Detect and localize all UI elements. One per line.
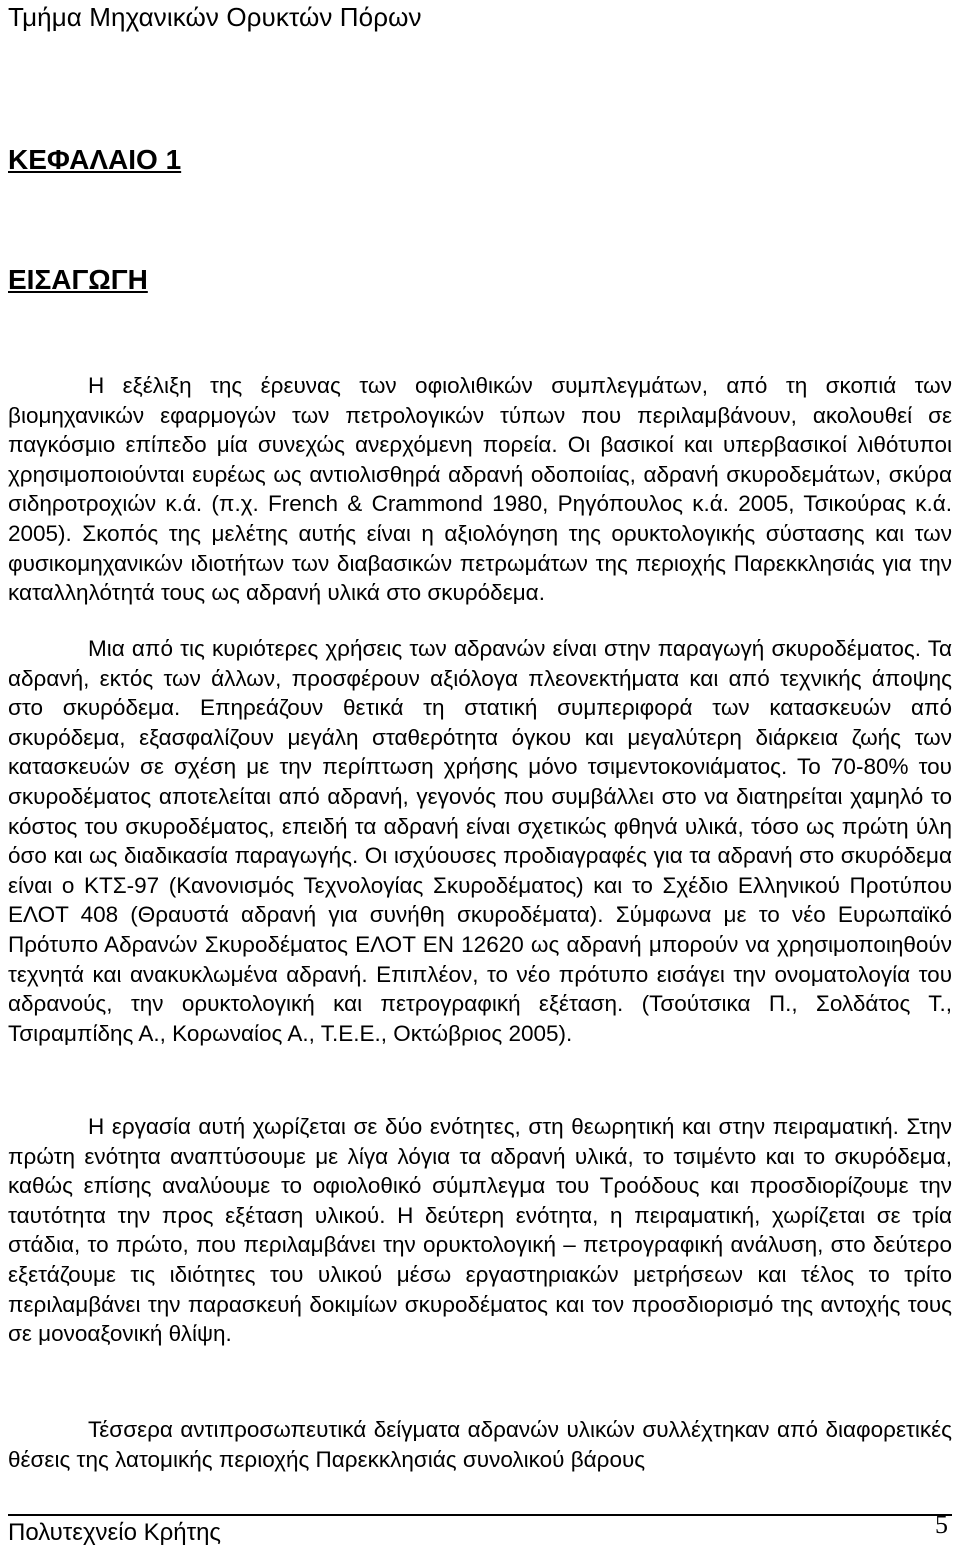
paragraph-aggregates-in-concrete: Μια από τις κυριότερες χρήσεις των αδρανών είναι στην παραγωγή σκυροδέματος. Τα αδρανή, εκτός των άλλων, προσφέρουν αξιόλογα πλεονεκτήματα και από τεχνικής άποψης στο σκυρόδεμα. Επηρεάζουν θετικά τη στατική συμπεριφορά των κατασκευών από σκυρόδεμα, εξασφαλίζουν μεγάλη σταθερότητα όγκου και μεγαλύτερη διάρκεια ζωής των κατασκευών σε σχέση με την περίπτωση χρήσης μόνο τσιμεντοκονιάματος. Το 70-80% του σκυροδέματος αποτελείται από αδρανή, γεγονός που συμβάλλει στο να διατηρείται χαμηλό το κόστος του σκυροδέματος, επειδή τα αδρανή είναι σχετικώς φθηνά υλικά, τόσο ως πρώτη ύλη όσο και ως διαδικασία παραγωγής. Οι ισχύουσες προδιαγραφές για τα αδρανή στο σκυρόδεμα είναι ο ΚΤΣ-97 (Κανονισμός Τεχνολογίας Σκυροδέματος) και το Σχέδιο Ελληνικού Προτύπου ΕΛΟΤ 408 (Θραυστά αδρανή για συνήθη σκυροδέματα). Σύμφωνα με το νέο Ευρωπαϊκό Πρότυπο Αδρανών Σκυροδέματος ΕΛΟΤ ΕΝ 12620 ως αδρανή μπορούν να χρησιμοποιηθούν τεχνητά και ανακυκλωμένα αδρανή. Επιπλέον, το νέο πρότυπο εισάγει την ονοματολογία του αδρανούς, την ορυκτολογική και πετρογραφική εξέταση. (Τσούτσικα Π., Σολδάτος Τ., Τσιραμπίδης Α., Κορωναίος Α., Τ.Ε.Ε., Οκτώβριος 2005). <box>8 636 952 1046</box>
paragraph-introduction: Η εξέλιξη της έρευνας των οφιολιθικών συμπλεγμάτων, από τη σκοπιά των βιομηχανικών εφαρμογών των πετρολογικών τύπων που περιλαμβάνουν, ακολουθεί σε παγκόσμιο επίπεδο μία συνεχώς ανερχόμενη πορεία. Οι βασικοί και υπερβασικοί λιθότυποι χρησιμοποιούνται ευρέως ως αντιολισθηρά αδρανή οδοποιίας, αδρανή σκυροδεμάτων, σκύρα σιδηροτροχιών κ.ά. (π.χ. French & Crammond 1980, Ρηγόπουλος κ.ά. 2005, Τσικούρας κ.ά. 2005). Σκοπός της μελέτης αυτής είναι η αξιολόγηση της ορυκτολογικής σύστασης και των φυσικομηχανικών ιδιοτήτων των διαβασικών πετρωμάτων της περιοχής Παρεκκλησιάς για την καταλληλότητά τους ως αδρανή υλικά στο σκυρόδεμα. <box>8 373 952 606</box>
section-title: ΕΙΣΑΓΩΓΗ <box>8 264 148 295</box>
paragraph-samples: Τέσσερα αντιπροσωπευτικά δείγματα αδρανών υλικών συλλέχτηκαν από διαφορετικές θέσεις της λατομικής περιοχής Παρεκκλησιάς συνολικού βάρους <box>8 1417 952 1472</box>
page-number: 5 <box>935 1510 948 1539</box>
footer-institution: Πολυτεχνείο Κρήτης <box>8 1519 221 1546</box>
paragraph-thesis-structure: Η εργασία αυτή χωρίζεται σε δύο ενότητες, στη θεωρητική και στην πειραματική. Στην πρώτη ενότητα αναπτύσουμε με λίγα λόγια τα αδρανή υλικά, το τσιμέντο και το σκυρόδεμα, καθώς επίσης αναλύουμε το οφιολοθικό σύμπλεγμα του Τροόδους και προσδιορίζουμε την ταυτότητα την προς εξέταση υλικού. Η δεύτερη ενότητα, η πειραματική, χωρίζεται σε τρία στάδια, το πρώτο, που περιλαμβάνει την ορυκτολογική – πετρογραφική ανάλυση, στο δεύτερο εξετάζουμε τις ιδιότητες του υλικού μέσω εργαστηριακών μετρήσεων και τέλος το τρίτο περιλαμβάνει την παρασκευή δοκιμίων σκυροδέματος και τον προσδιορισμό της αντοχής τους σε μονοαξονική θλίψη. <box>8 1114 952 1347</box>
chapter-label: ΚΕΦΑΛΑΙΟ 1 <box>8 144 182 175</box>
running-header: Τμήμα Μηχανικών Ορυκτών Πόρων <box>8 2 422 32</box>
footer-divider <box>8 1514 952 1516</box>
